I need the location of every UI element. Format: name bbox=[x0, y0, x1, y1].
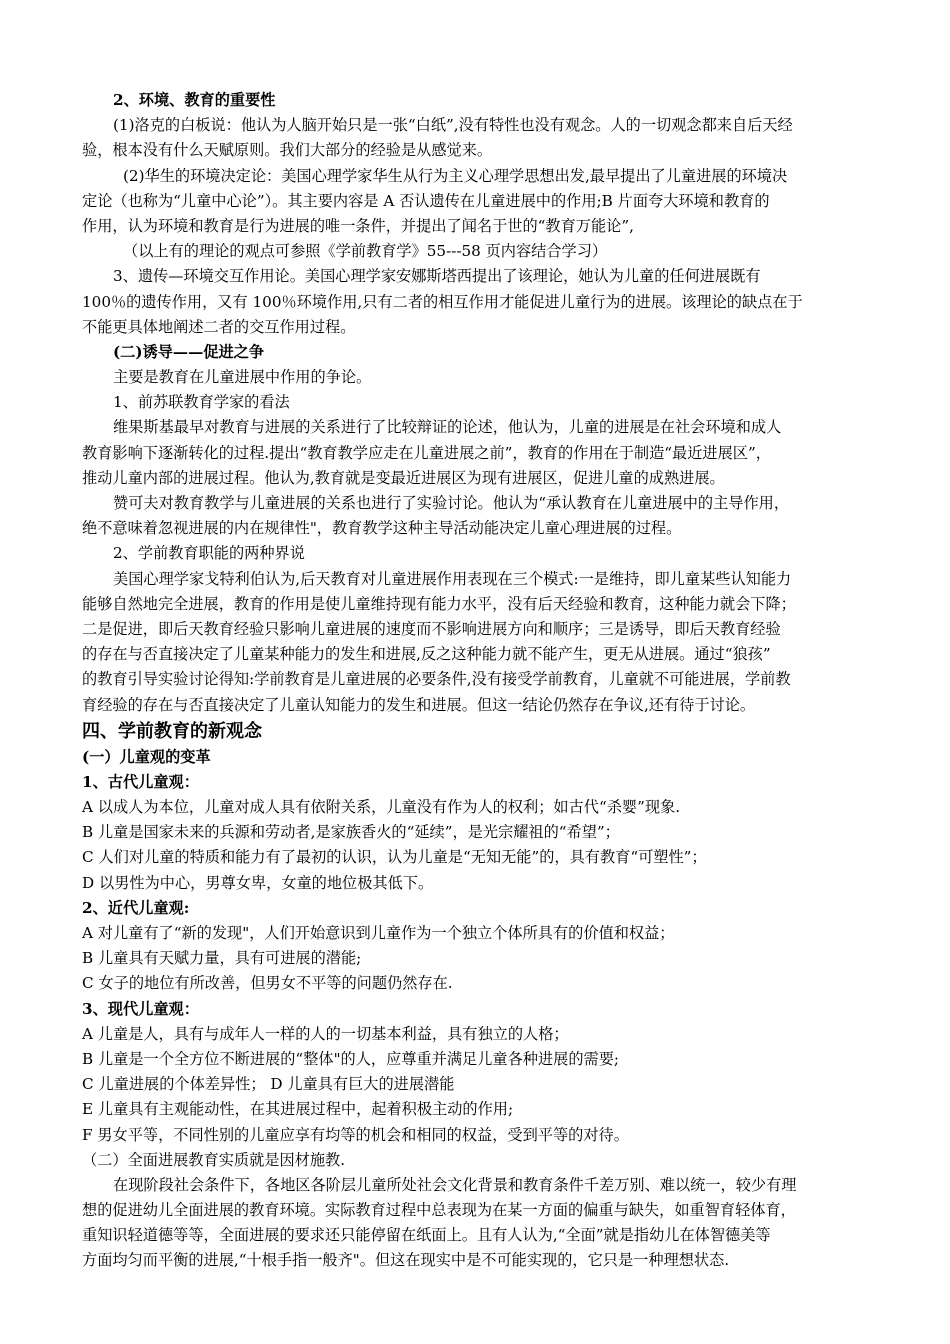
document-page bbox=[82, 88, 872, 1274]
text-line: B 儿童具有天赋力量，具有可进展的潜能; bbox=[82, 949, 362, 968]
text-line: 验，根本没有什么天赋原则。我们大部分的经验是从感觉来。 bbox=[82, 141, 493, 160]
heading-line: (一）儿童观的变革 bbox=[82, 747, 211, 766]
text-line: (1)洛克的白板说：他认为人脑开始只是一张“白纸”,没有特性也没有观念。人的一切观念都来自后天经 bbox=[113, 116, 793, 135]
heading-line: 四、学前教育的新观念 bbox=[82, 720, 262, 742]
text-line: C 人们对儿童的特质和能力有了最初的认识，认为儿童是“无知无能”的，具有教育“可塑性”； bbox=[82, 848, 707, 867]
heading-line: 3、现代儿童观： bbox=[82, 999, 199, 1018]
text-line: 的教育引导实验讨论得知:学前教育是儿童进展的必要条件,没有接受学前教育，儿童就不可能进展，学前教 bbox=[82, 670, 791, 689]
heading-line: (二)诱导——促进之争 bbox=[113, 342, 265, 361]
text-line: 推动儿童内部的进展过程。他认为,教育就是变最近进展区为现有进展区，促进儿童的成熟进展。 bbox=[82, 468, 725, 487]
text-line: 定论（也称为“儿童中心论”）。其主要内容是 A 否认遗传在儿童进展中的作用;B 片面夸大环境和教育的 bbox=[82, 191, 770, 210]
heading-line: 1、古代儿童观： bbox=[82, 772, 199, 791]
heading-line: 2、近代儿童观: bbox=[82, 898, 190, 917]
text-line: 育经验的存在与否直接决定了儿童认知能力的发生和进展。但这一结论仍然存在争议,还有待于讨论。 bbox=[82, 695, 756, 714]
text-line: 维果斯基最早对教育与进展的关系进行了比较辩证的论述，他认为，儿童的进展是在社会环境和成人 bbox=[113, 418, 782, 437]
text-line: 2、学前教育职能的两种界说 bbox=[113, 544, 305, 563]
text-line: E 儿童具有主观能动性，在其进展过程中，起着积极主动的作用; bbox=[82, 1100, 514, 1119]
text-line: B 儿童是国家未来的兵源和劳动者,是家族香火的“延续”，是光宗耀祖的“希望”； bbox=[82, 823, 620, 842]
text-line: A 儿童是人，具有与成年人一样的人的一切基本利益，具有独立的人格； bbox=[82, 1024, 569, 1043]
text-line: 在现阶段社会条件下，各地区各阶层儿童所处社会文化背景和教育条件千差万别、难以统一，较少有理 bbox=[113, 1175, 797, 1194]
text-line: F 男女平等，不同性别的儿童应享有均等的机会和相同的权益，受到平等的对待。 bbox=[82, 1125, 629, 1144]
text-line: 3、遗传—环境交互作用论。美国心理学家安娜斯塔西提出了该理论，她认为儿童的任何进展既有 bbox=[113, 267, 761, 286]
text-line: 二是促进，即后天教育经验只影响儿童进展的速度而不影响进展方向和顺序；三是诱导，即后天教育经验 bbox=[82, 619, 781, 638]
text-line: 作用，认为环境和教育是行为进展的唯一条件，并提出了闻名于世的“教育万能论”, bbox=[82, 216, 634, 235]
text-line: C 女子的地位有所改善，但男女不平等的问题仍然存在. bbox=[82, 974, 453, 993]
text-line: A 以成人为本位，儿童对成人具有依附关系，儿童没有作为人的权利；如古代“杀婴”现象. bbox=[82, 798, 681, 817]
text-line: B 儿童是一个全方位不断进展的“整体"的人，应尊重并满足儿童各种进展的需要; bbox=[82, 1049, 620, 1068]
text-line: D 以男性为中心，男尊女卑，女童的地位极其低下。 bbox=[82, 873, 434, 892]
text-line: 能够自然地完全进展，教育的作用是使儿童维持现有能力水平，没有后天经验和教育，这种能力就会下降； bbox=[82, 594, 796, 613]
text-line: 的存在与否直接决定了儿童某种能力的发生和进展,反之这种能力就不能产生，更无从进展。通过“狼孩” bbox=[82, 645, 771, 664]
text-line: （以上有的理论的观点可参照《学前教育学》55---58 页内容结合学习） bbox=[123, 242, 608, 261]
text-line: 不能更具体地阐述二者的交互作用过程。 bbox=[82, 317, 356, 336]
text-line: 绝不意味着忽视进展的内在规律性"，教育教学这种主导活动能决定儿童心理进展的过程。 bbox=[82, 519, 682, 538]
text-line: 赞可夫对教育教学与儿童进展的关系也进行了实验讨论。他认为“承认教育在儿童进展中的主导作用， bbox=[113, 494, 790, 512]
text-line: A 对儿童有了“新的发现"，人们开始意识到儿童作为一个独立个体所具有的价值和权益； bbox=[82, 924, 675, 942]
text-line: 1、前苏联教育学家的看法 bbox=[113, 393, 290, 412]
text-line: 教育影响下逐渐转化的过程.提出“教育教学应走在儿童进展之前”，教育的作用在于制造“最近进展区”， bbox=[82, 443, 771, 462]
text-line: C 儿童进展的个体差异性； D 儿童具有巨大的进展潜能 bbox=[82, 1075, 455, 1094]
text-line: 重知识轻道德等等，全面进展的要求还只能停留在纸面上。且有人认为,“全面”就是指幼儿在体智德美等 bbox=[82, 1226, 771, 1245]
text-line: 想的促进幼儿全面进展的教育环境。实际教育过程中总表现为在某一方面的偏重与缺失，如重智育轻体育， bbox=[82, 1201, 796, 1220]
text-line: 100％的遗传作用，又有 100％环境作用,只有二者的相互作用才能促进儿童行为的进展。该理论的缺点在于 bbox=[82, 292, 803, 311]
text-line: (2)华生的环境决定论：美国心理学家华生从行为主义心理学思想出发,最早提出了儿童进展的环境决 bbox=[123, 166, 788, 185]
text-line: 主要是教育在儿童进展中作用的争论。 bbox=[113, 368, 372, 387]
text-line: 方面均匀而平衡的进展,“十根手指一般齐"。但这在现实中是不可能实现的，它只是一种理想状态. bbox=[82, 1251, 730, 1270]
text-line: （二）全面进展教育实质就是因材施教. bbox=[82, 1150, 346, 1169]
heading-line: 2、环境、教育的重要性 bbox=[113, 91, 276, 109]
text-line: 美国心理学家戈特利伯认为,后天教育对儿童进展作用表现在三个模式:一是维持，即儿童某些认知能力 bbox=[113, 569, 792, 588]
